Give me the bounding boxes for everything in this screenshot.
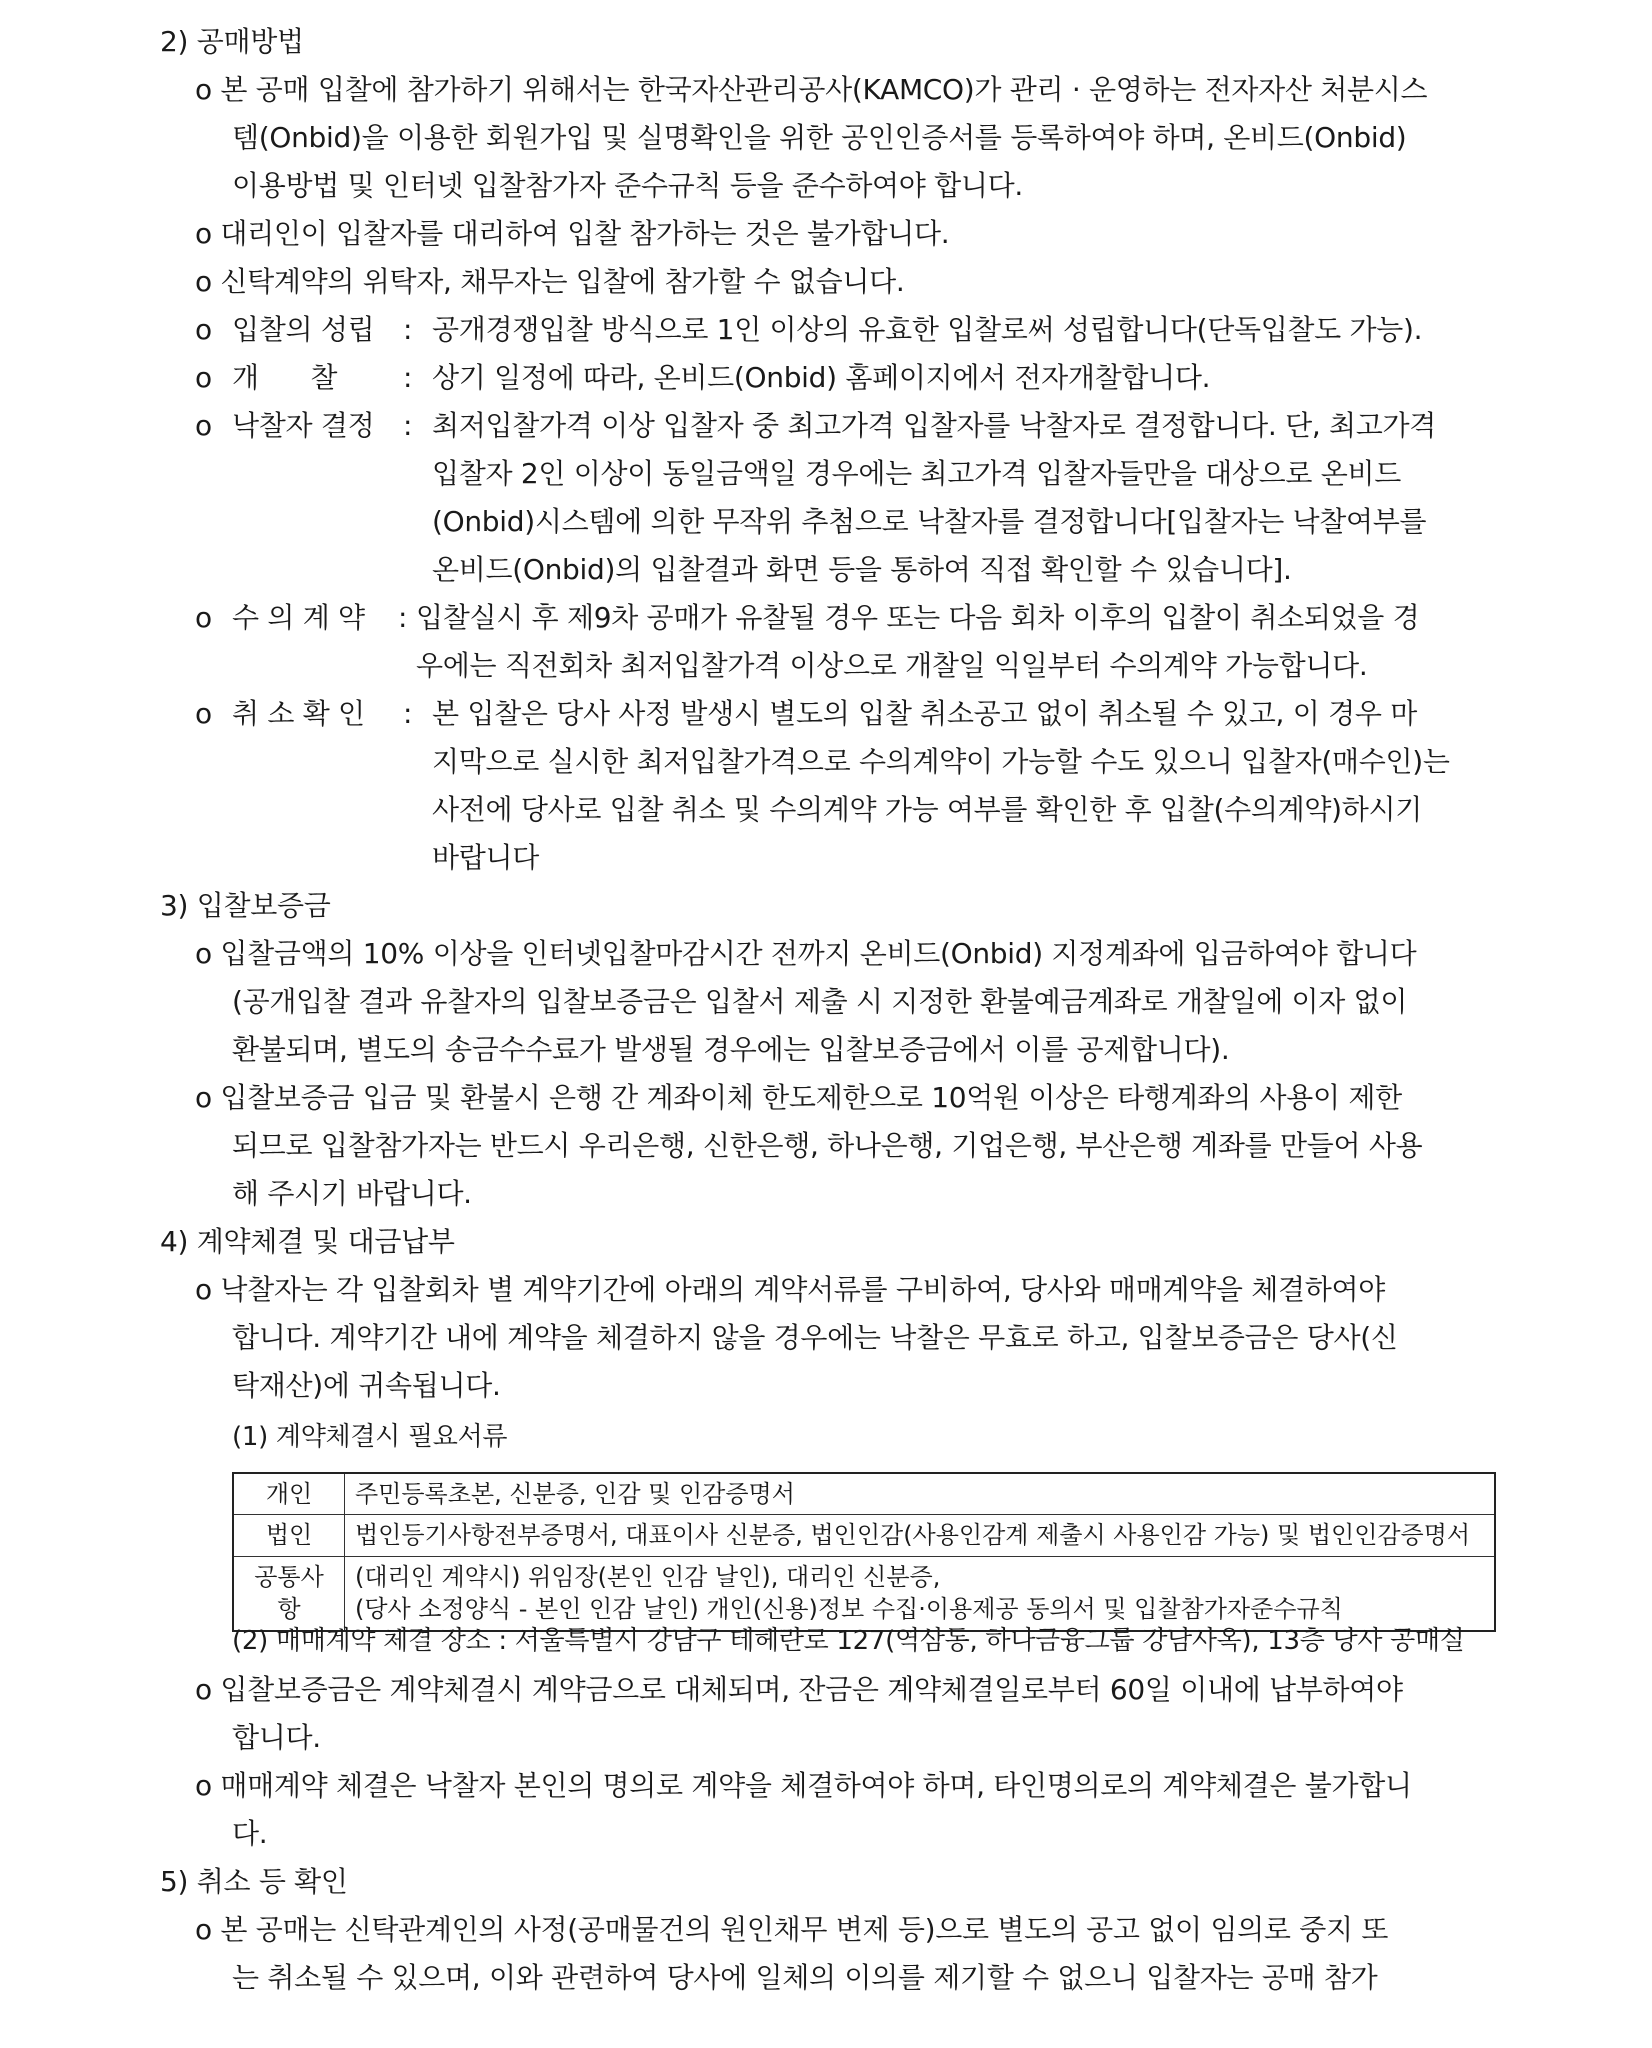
s3-bullet-2-line-3: 해 주시기 바랍니다.: [232, 1177, 472, 1210]
doc-type: 공통사항: [233, 1556, 345, 1630]
s3-bullet-2-line-2: 되므로 입찰참가자는 반드시 우리은행, 신한은행, 하나은행, 기업은행, 부산은행 계좌를 만들어 사용: [232, 1129, 1423, 1162]
doc-list: [345, 1556, 1496, 1630]
term-establish: 입찰의 성립: [232, 313, 375, 346]
term-cancel-confirm: 취 소 확 인: [232, 697, 365, 730]
colon: :: [398, 601, 408, 634]
desc-winner-line-1: 최저입찰가격 이상 입찰자 중 최고가격 입찰자를 낙찰자로 결정합니다. 단, 최고가격: [432, 409, 1437, 442]
s3-bullet-1-line-3: 환불되며, 별도의 송금수수료가 발생될 경우에는 입찰보증금에서 이를 공제합니다).: [232, 1033, 1230, 1066]
term-opening: 개 찰: [232, 361, 338, 394]
desc-cancel-line-4: 바랍니다: [432, 841, 539, 874]
s2-bullet-3: o 신탁계약의 위탁자, 채무자는 입찰에 참가할 수 없습니다.: [195, 265, 905, 298]
s4-bullet-1-line-1: o 낙찰자는 각 입찰회차 별 계약기간에 아래의 계약서류를 구비하여, 당사와 매매계약을 체결하여야: [195, 1273, 1385, 1306]
table-row: [233, 1473, 1495, 1515]
s3-bullet-1-line-2: (공개입찰 결과 유찰자의 입찰보증금은 입찰서 제출 시 지정한 환불예금계좌로 개찰일에 이자 없이: [232, 985, 1408, 1018]
desc-cancel-line-2: 지막으로 실시한 최저입찰가격으로 수의계약이 가능할 수도 있으니 입찰자(매수인)는: [432, 745, 1450, 778]
bullet-marker: o: [195, 601, 212, 634]
s5-bullet-1-line-1: o 본 공매는 신탁관계인의 사정(공매물건의 원인채무 변제 등)으로 별도의 공고 없이 임의로 중지 또: [195, 1913, 1389, 1946]
table-row: [233, 1556, 1495, 1630]
section-2-title: 2) 공매방법: [160, 25, 304, 58]
desc-private-line-2: 우에는 직전회차 최저입찰가격 이상으로 개찰일 익일부터 수의계약 가능합니다.: [416, 649, 1368, 682]
desc-cancel-line-3: 사전에 당사로 입찰 취소 및 수의계약 가능 여부를 확인한 후 입찰(수의계약)하시기: [432, 793, 1422, 826]
desc-private-line-1: 입찰실시 후 제9차 공매가 유찰될 경우 또는 다음 회차 이후의 입찰이 취소되었을 경: [416, 601, 1420, 634]
desc-winner-line-4: 온비드(Onbid)의 입찰결과 화면 등을 통하여 직접 확인할 수 있습니다].: [432, 553, 1292, 586]
contract-place: (2) 매매계약 체결 장소 : 서울특별시 강남구 테헤란로 127(역삼동, 하나금융그룹 강남사옥), 13층 당사 공매실: [232, 1626, 1465, 1656]
desc-cancel-line-1: 본 입찰은 당사 사정 발생시 별도의 입찰 취소공고 없이 취소될 수 있고, 이 경우 마: [432, 697, 1417, 730]
bullet-marker: o: [195, 313, 212, 346]
s2-bullet-2: o 대리인이 입찰자를 대리하여 입찰 참가하는 것은 불가합니다.: [195, 217, 950, 250]
s2-bullet-1-line-2: 템(Onbid)을 이용한 회원가입 및 실명확인을 위한 공인인증서를 등록하여야 하며, 온비드(Onbid): [232, 121, 1407, 154]
s2-bullet-1-line-1: o 본 공매 입찰에 참가하기 위해서는 한국자산관리공사(KAMCO)가 관리 · 운영하는 전자자산 처분시스: [195, 73, 1428, 106]
colon: :: [403, 361, 413, 394]
s4-bullet-2-line-1: o 입찰보증금은 계약체결시 계약금으로 대체되며, 잔금은 계약체결일로부터 60일 이내에 납부하여야: [195, 1673, 1403, 1706]
colon: :: [403, 409, 413, 442]
section-3-title: 3) 입찰보증금: [160, 889, 331, 922]
s2-bullet-1-line-3: 이용방법 및 인터넷 입찰참가자 준수규칙 등을 준수하여야 합니다.: [232, 169, 1024, 202]
doc-type: 법인: [233, 1515, 345, 1556]
bullet-marker: o: [195, 697, 212, 730]
doc-list: 주민등록초본, 신분증, 인감 및 인감증명서: [345, 1473, 1496, 1515]
bullet-marker: o: [195, 361, 212, 394]
doc-list-line-2: (당사 소정양식 - 본인 인감 날인) 개인(신용)정보 수집·이용제공 동의서 및 입찰참가자준수규칙: [355, 1595, 1343, 1624]
bullet-marker: o: [195, 409, 212, 442]
section-5-title: 5) 취소 등 확인: [160, 1865, 348, 1898]
s4-bullet-3-line-1: o 매매계약 체결은 낙찰자 본인의 명의로 계약을 체결하여야 하며, 타인명의로의 계약체결은 불가합니: [195, 1769, 1412, 1802]
required-documents-table: [232, 1472, 1496, 1632]
colon: :: [403, 697, 413, 730]
s4-bullet-1-line-2: 합니다. 계약기간 내에 계약을 체결하지 않을 경우에는 낙찰은 무효로 하고, 입찰보증금은 당사(신: [232, 1321, 1398, 1354]
doc-list-line-1: (대리인 계약시) 위임장(본인 인감 날인), 대리인 신분증,: [355, 1562, 941, 1591]
s3-bullet-1-line-1: o 입찰금액의 10% 이상을 인터넷입찰마감시간 전까지 온비드(Onbid) 지정계좌에 입금하여야 합니다: [195, 937, 1417, 970]
section-4-title: 4) 계약체결 및 대금납부: [160, 1225, 455, 1258]
desc-winner-line-2: 입찰자 2인 이상이 동일금액일 경우에는 최고가격 입찰자들만을 대상으로 온비드: [432, 457, 1402, 490]
s3-bullet-2-line-1: o 입찰보증금 입금 및 환불시 은행 간 계좌이체 한도제한으로 10억원 이상은 타행계좌의 사용이 제한: [195, 1081, 1402, 1114]
s4-bullet-1-line-3: 탁재산)에 귀속됩니다.: [232, 1369, 501, 1402]
s4-bullet-2-line-2: 합니다.: [232, 1721, 321, 1754]
doc-type: 개인: [233, 1473, 345, 1515]
desc-winner-line-3: (Onbid)시스템에 의한 무작위 추첨으로 낙찰자를 결정합니다[입찰자는 낙찰여부를: [432, 505, 1427, 538]
docs-title: (1) 계약체결시 필요서류: [232, 1422, 508, 1452]
s4-bullet-3-line-2: 다.: [232, 1817, 268, 1850]
doc-list: 법인등기사항전부증명서, 대표이사 신분증, 법인인감(사용인감계 제출시 사용인감 가능) 및 법인인감증명서: [345, 1515, 1496, 1556]
desc-establish: 공개경쟁입찰 방식으로 1인 이상의 유효한 입찰로써 성립합니다(단독입찰도 가능).: [432, 313, 1423, 346]
table-row: [233, 1515, 1495, 1556]
term-winner: 낙찰자 결정: [232, 409, 375, 442]
s5-bullet-1-line-2: 는 취소될 수 있으며, 이와 관련하여 당사에 일체의 이의를 제기할 수 없으니 입찰자는 공매 참가: [232, 1961, 1378, 1994]
desc-opening: 상기 일정에 따라, 온비드(Onbid) 홈페이지에서 전자개찰합니다.: [432, 361, 1211, 394]
term-private-contract: 수 의 계 약: [232, 601, 365, 634]
colon: :: [403, 313, 413, 346]
